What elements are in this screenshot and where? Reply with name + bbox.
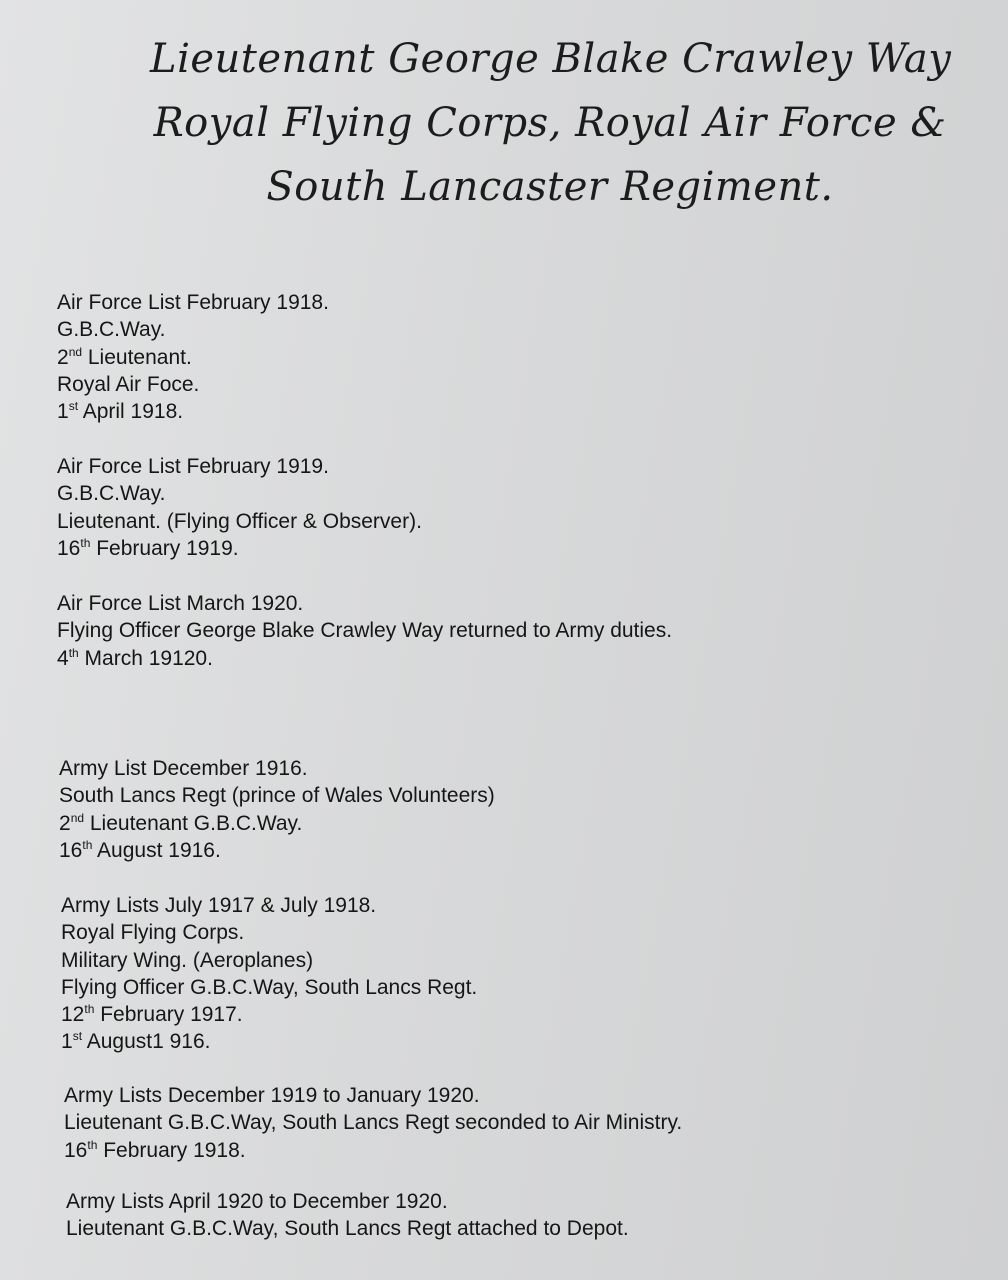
ordinal-suffix: th (82, 837, 93, 852)
entry-line: Flying Officer George Blake Crawley Way returned to Army duties. (57, 619, 673, 643)
entry-line (59, 837, 495, 864)
line-text: February 1917. (94, 1003, 243, 1027)
entry-line: Flying Officer G.B.C.Way, South Lancs Regt. (61, 975, 478, 999)
entry-line: Military Wing. (Aeroplanes) (61, 948, 314, 972)
ordinal-suffix: nd (68, 344, 83, 359)
entry-army-list-dec-1916 (59, 755, 495, 864)
title-line-3: South Lancaster Regiment. (266, 164, 834, 210)
ordinal-suffix: st (68, 399, 79, 414)
entry-line (57, 398, 329, 425)
entry-line (61, 1001, 477, 1028)
title-line-1: Lieutenant George Blake Crawley Way (150, 36, 952, 82)
ordinal-number: 1 (61, 1030, 73, 1054)
line-text: August 1916. (92, 838, 221, 862)
ordinal-number: 4 (57, 646, 69, 670)
entry-air-force-list-mar-1920 (57, 590, 672, 672)
entry-army-lists-jul-1917-jul-1918 (61, 892, 477, 1056)
entry-line (57, 344, 329, 371)
line-text: August1 916. (82, 1030, 211, 1054)
entry-heading: Army Lists July 1917 & July 1918. (61, 894, 377, 917)
line-text: Lieutenant. (82, 345, 192, 369)
ordinal-number: 2 (59, 811, 71, 835)
ordinal-number: 16 (57, 536, 81, 560)
entry-heading: Air Force List February 1919. (57, 455, 329, 478)
ordinal-suffix: th (87, 1137, 98, 1152)
entry-line (57, 535, 422, 562)
entry-line: Royal Air Foce. (57, 372, 200, 396)
ordinal-suffix: th (80, 535, 91, 550)
entry-air-force-list-feb-1919 (57, 453, 422, 562)
entry-line (57, 645, 672, 672)
ordinal-suffix: nd (70, 810, 85, 825)
line-text: March 19120. (78, 646, 213, 670)
ordinal-suffix: st (72, 1029, 83, 1044)
ordinal-number: 16 (64, 1138, 88, 1162)
line-text: Lieutenant G.B.C.Way. (84, 811, 303, 835)
entry-army-lists-dec-1919-jan-1920 (64, 1082, 682, 1164)
ordinal-number: 16 (59, 838, 83, 862)
line-text: February 1919. (90, 536, 239, 560)
ordinal-suffix: th (84, 1002, 95, 1017)
entry-line: Lieutenant G.B.C.Way, South Lancs Regt seconded to Air Ministry. (64, 1111, 683, 1135)
entry-line (64, 1137, 682, 1164)
entry-line: Lieutenant G.B.C.Way, South Lancs Regt attached to Depot. (66, 1217, 629, 1241)
entry-heading: Air Force List February 1918. (57, 291, 329, 314)
entry-heading: Army Lists December 1919 to January 1920. (64, 1084, 480, 1107)
ordinal-suffix: th (68, 645, 79, 660)
ordinal-number: 1 (57, 400, 69, 424)
title-line-2: Royal Flying Corps, Royal Air Force & (153, 100, 947, 146)
entry-line: G.B.C.Way. (57, 482, 166, 506)
entry-heading: Army Lists April 1920 to December 1920. (66, 1190, 448, 1213)
entry-line: G.B.C.Way. (57, 318, 166, 342)
ordinal-number: 2 (57, 345, 69, 369)
entry-line: Royal Flying Corps. (61, 921, 245, 945)
entry-line: South Lancs Regt (prince of Wales Volunteers) (59, 784, 495, 808)
line-text: April 1918. (78, 400, 184, 424)
entry-line (59, 810, 495, 837)
entry-line (61, 1028, 477, 1055)
entry-air-force-list-feb-1918 (57, 289, 329, 425)
entry-line: Lieutenant. (Flying Officer & Observer). (57, 509, 422, 533)
entry-heading: Army List December 1916. (59, 757, 308, 780)
line-text: February 1918. (97, 1138, 246, 1162)
ordinal-number: 12 (61, 1003, 85, 1027)
entry-army-lists-apr-1920-dec-1920 (66, 1188, 629, 1243)
entry-heading: Air Force List March 1920. (57, 592, 304, 615)
